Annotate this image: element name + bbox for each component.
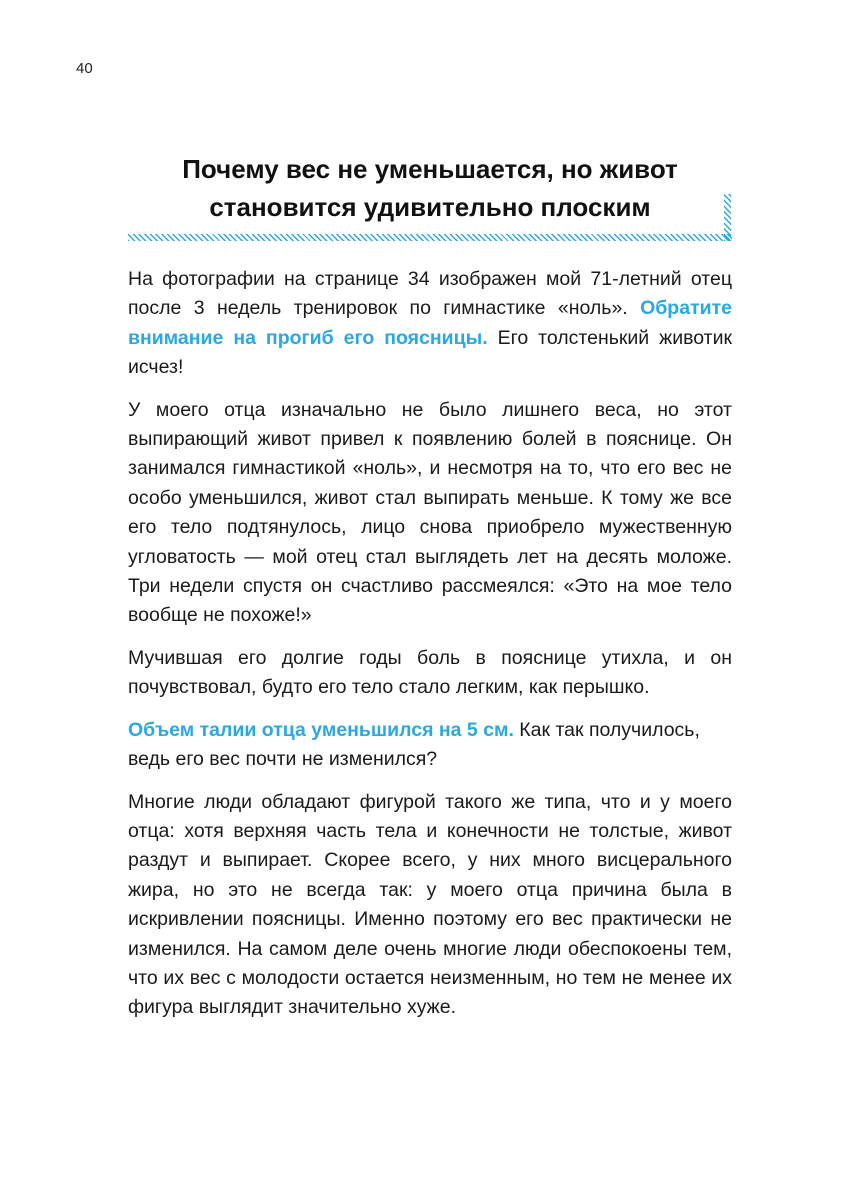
section-title-line-2: становится удивительно плоским: [209, 192, 651, 222]
paragraph-1-text-start: На фотографии на странице 34 изображен мой 71-летний отец после 3 недель тренировок по гимнастике «ноль».: [128, 268, 732, 320]
section-title-line-1: Почему вес не уменьшается, но живот: [182, 154, 678, 184]
paragraph-1-text-end: Его толстенький животик исчез!: [128, 326, 732, 379]
hatched-corner-decoration: [724, 194, 731, 241]
page-number: 40: [76, 60, 93, 77]
hatched-underline-decoration: [128, 234, 732, 241]
paragraph-1: [128, 265, 732, 383]
paragraph-4-highlight: Объем талии отца уменьшился на 5 см.: [128, 718, 514, 741]
paragraph-5: Многие люди обладают фигурой такого же типа, что и у моего отца: хотя верхняя часть тела и конечности не толстые, живот раздут и выпирает. Скорее всего, у них много висцерального жира, но это не всегда так: у моего отца причина была в искривлении поясницы. Именно поэтому его вес практически не изменился. На самом деле очень многие люди обеспокоены тем, что их вес с молодости остается неизменным, но тем не менее их фигура выглядит значительно хуже.: [128, 790, 732, 1019]
paragraph-4: [128, 716, 732, 775]
paragraph-4-text: Как так получилось, ведь его вес почти не изменился?: [128, 718, 700, 771]
paragraph-3: Мучившая его долгие годы боль в пояснице утихла, и он почувствовал, будто его тело стало легким, как перышко.: [128, 646, 732, 699]
section-heading-block: [128, 150, 732, 244]
paragraph-2: У моего отца изначально не было лишнего веса, но этот выпирающий живот привел к появлению болей в пояснице. Он занимался гимнастикой «ноль», и несмотря на то, что его вес не особо уменьшился, живот стал выпирать меньше. К тому же все его тело подтянулось, лицо снова приобрело мужественную угловатость — мой отец стал выглядеть лет на десять моложе. Три недели спустя он счастливо рассмеялся: «Это на мое тело вообще не похоже!»: [128, 398, 732, 627]
paragraph-1-highlight: Обратите внимание на прогиб его поясницы.: [128, 297, 732, 349]
body-text: [128, 265, 732, 1036]
section-title: [128, 150, 732, 226]
